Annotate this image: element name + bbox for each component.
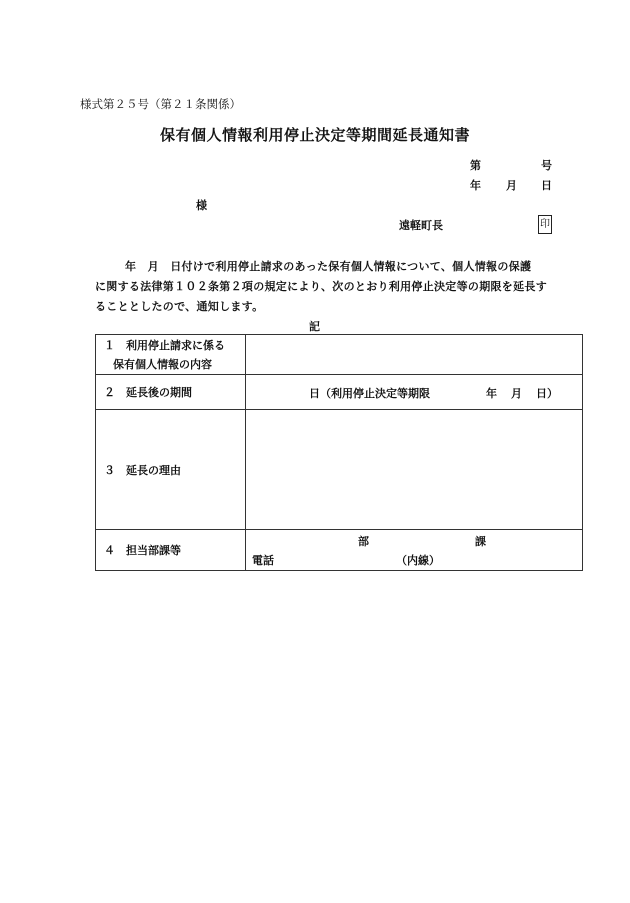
addressee-suffix: 様 [196,199,207,212]
date-month: 月 [506,179,517,192]
period-month: 月 [511,387,522,400]
table-row [96,375,583,410]
section-unit: 課 [475,535,486,548]
period-value-cell [246,375,583,410]
seal-mark: 印 [538,215,552,234]
body-line-3: ることとしたので、通知します。 [95,300,264,313]
period-day: 日（利用停止決定等期限 [309,387,430,400]
date-year: 年 [470,179,481,192]
date-day: 日 [541,179,552,192]
period-day-end: 日） [536,387,558,400]
extension-label: （内線） [396,554,440,567]
document-title: 保有個人情報利用停止決定等期間延長通知書 [159,126,470,144]
content-label-line-1: １ 利用停止請求に係る [104,338,225,352]
period-year: 年 [486,387,497,400]
body-line-2: に関する法律第１０２条第２項の規定により、次のとおり利用停止決定等の期限を延長す [95,280,547,293]
period-label-cell [96,375,246,410]
issuer-name: 遠軽町長 [399,219,443,232]
content-label-line-2: 保有個人情報の内容 [113,357,212,371]
department-unit: 部 [358,535,369,548]
table-row [96,530,583,571]
detail-table [95,334,583,571]
reason-label-cell [96,410,246,530]
content-label-cell [96,335,246,375]
department-value-cell [246,530,583,571]
table-row [96,335,583,375]
period-label: ２ 延長後の期間 [104,386,192,399]
table-row [96,410,583,530]
department-label: ４ 担当部課等 [104,544,181,557]
form-number: 様式第２５号（第２１条関係） [80,97,241,111]
reason-value-cell [246,410,583,530]
number-prefix: 第 [470,159,481,172]
phone-label: 電話 [252,554,274,567]
department-label-cell [96,530,246,571]
record-heading: 記 [309,320,320,333]
number-suffix: 号 [541,159,552,172]
reason-label: ３ 延長の理由 [104,463,181,477]
content-value-cell [246,335,583,375]
body-line-1: 年 月 日付けで利用停止請求のあった保有個人情報について、個人情報の保護 [125,260,532,273]
